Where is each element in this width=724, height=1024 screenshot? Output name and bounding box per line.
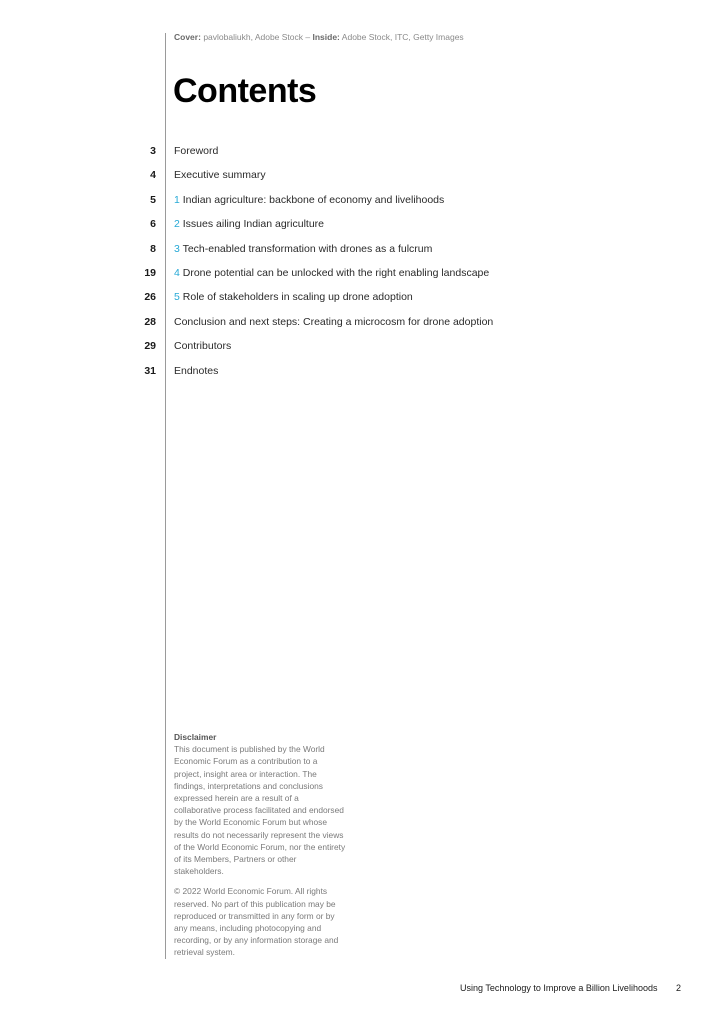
table-of-contents (0, 142, 724, 386)
toc-page-number: 26 (144, 291, 156, 304)
page-footer (460, 983, 681, 993)
toc-entry-text: Foreword (174, 145, 219, 157)
toc-page-number: 3 (150, 145, 156, 157)
toc-page-number: 29 (144, 340, 156, 353)
toc-page-number: 28 (144, 315, 156, 328)
toc-page-number: 5 (150, 193, 156, 206)
footer-page-number: 2 (675, 983, 681, 993)
page-title: Contents (173, 72, 317, 110)
inside-credit-label: Inside: (312, 32, 340, 42)
toc-entry[interactable] (0, 337, 724, 361)
toc-entry-title (174, 215, 324, 233)
toc-entry[interactable] (0, 362, 724, 386)
toc-entry-title (174, 166, 266, 184)
cover-credit-label: Cover: (174, 32, 201, 42)
disclaimer-heading: Disclaimer (174, 732, 217, 742)
toc-page-number: 8 (150, 242, 156, 255)
inside-credit-text: Adobe Stock, ITC, Getty Images (341, 32, 464, 42)
toc-entry-text: Conclusion and next steps: Creating a microcosm for drone adoption (174, 315, 494, 328)
image-credits (174, 32, 464, 42)
toc-entry-title (174, 264, 489, 282)
toc-entry-text: Executive summary (174, 169, 266, 182)
toc-entry-text: Drone potential can be unlocked with the right enabling landscape (182, 266, 490, 279)
toc-entry[interactable] (0, 288, 724, 312)
toc-entry-text: Role of stakeholders in scaling up drone adoption (182, 291, 413, 304)
disclaimer (174, 731, 346, 967)
toc-entry-title (174, 191, 444, 209)
toc-page-number: 6 (150, 218, 156, 231)
toc-entry-text: Contributors (174, 340, 232, 353)
toc-entry-title (174, 142, 218, 160)
toc-entry-title (174, 337, 231, 355)
copyright-notice: © 2022 World Economic Forum. All rights reserved. No part of this publication may be reproduced or transmitted in any form or by any means, including photocopying and recording, or by any information storage and retrieval system. (174, 886, 339, 958)
toc-section-number: 3 (174, 242, 180, 255)
toc-entry[interactable] (0, 313, 724, 337)
toc-entry[interactable] (0, 191, 724, 215)
footer-title: Using Technology to Improve a Billion Livelihoods (460, 983, 658, 993)
toc-section-number: 2 (174, 218, 180, 231)
toc-page-number: 19 (144, 266, 156, 279)
toc-entry-title (174, 288, 413, 306)
toc-section-number: 5 (174, 291, 180, 304)
toc-entry[interactable] (0, 240, 724, 264)
toc-entry-text: Issues ailing Indian agriculture (182, 218, 325, 231)
toc-entry-text: Endnotes (174, 364, 219, 377)
toc-entry-title (174, 240, 432, 258)
toc-entry[interactable] (0, 215, 724, 239)
toc-entry-title (174, 362, 218, 380)
toc-page-number: 31 (144, 364, 156, 377)
toc-section-number: 4 (174, 266, 180, 279)
toc-entry[interactable] (0, 166, 724, 190)
toc-entry-title (174, 313, 493, 331)
toc-entry-text: Indian agriculture: backbone of economy and livelihoods (182, 193, 445, 206)
toc-entry[interactable] (0, 142, 724, 166)
toc-entry[interactable] (0, 264, 724, 288)
toc-section-number: 1 (174, 193, 180, 206)
toc-entry-text: Tech-enabled transformation with drones as a fulcrum (182, 242, 433, 255)
cover-credit-text: pavlobaliukh, Adobe Stock – (203, 32, 313, 42)
toc-page-number: 4 (150, 169, 156, 182)
disclaimer-body: This document is published by the World Economic Forum as a contribution to a project, insight area or interaction. The findings, interpretations and conclusions expressed herein are a result of a collaborative process facilitated and endorsed by the World Economic Forum but whose results do not necessarily represent the views of the World Economic Forum, nor the entirety of its Members, Partners or other stakeholders. (174, 744, 346, 877)
